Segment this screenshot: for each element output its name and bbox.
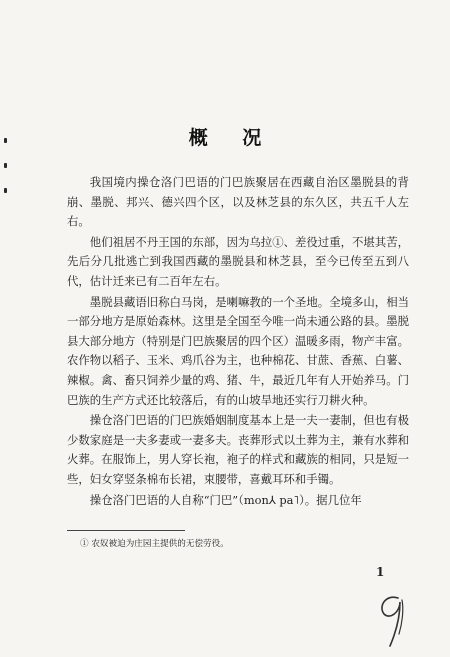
paragraph: 他们祖居不丹王国的东部，因为乌拉①、差役过重，不堪其苦，先后分几批逃亡到我国西藏的墨脱县和林芝县，至今已传至五到八代，估计迁来已有二百年左右。	[67, 234, 409, 288]
body-text	[67, 173, 409, 511]
paragraph: 操仓洛门巴语的人自称“门巴”（mon⅄ pa˥）。据几位年	[89, 492, 362, 507]
footnote-divider	[67, 530, 185, 531]
paragraph: 操仓洛门巴语的门巴族婚姻制度基本上是一夫一妻制，但也有极少数家庭是一夫多妻或一妻多夫。丧葬形式以土葬为主，兼有水葬和火葬。在服饰上，男人穿长袍，袍子的样式和藏族的相同，只是短一些，妇女穿竖条棉布长裙，束腰带，喜戴耳环和手镯。	[67, 413, 409, 486]
page-title: 概 况	[188, 127, 276, 149]
binding-mark	[4, 163, 7, 168]
footnote: ① 农奴被迫为庄园主提供的无偿劳役。	[80, 539, 229, 549]
page-number: 1	[376, 565, 385, 579]
paragraph: 墨脱县藏语旧称白马岗，是喇嘛教的一个圣地。全境多山，相当一部分地方是原始森林。这里是全国至今唯一尚未通公路的县。墨脱县大部分地方（特别是门巴族聚居的四个区）温暖多雨，物产丰富。农作物以稻子、玉米、鸡爪谷为主，也种棉花、甘蔗、香蕉、白薯、辣椒。禽、畜只饲养少量的鸡、猪、牛，最近几年有人开始养马。门巴族的生产方式还比较落后，有的山坡旱地还实行刀耕火种。	[67, 294, 409, 407]
paragraph: 我国境内操仓洛门巴语的门巴族聚居在西藏自治区墨脱县的背崩、墨脱、邦兴、德兴四个区，以及林芝县的东久区，共五千人左右。	[67, 175, 409, 229]
handwritten-mark	[372, 590, 412, 650]
binding-mark	[4, 188, 7, 193]
